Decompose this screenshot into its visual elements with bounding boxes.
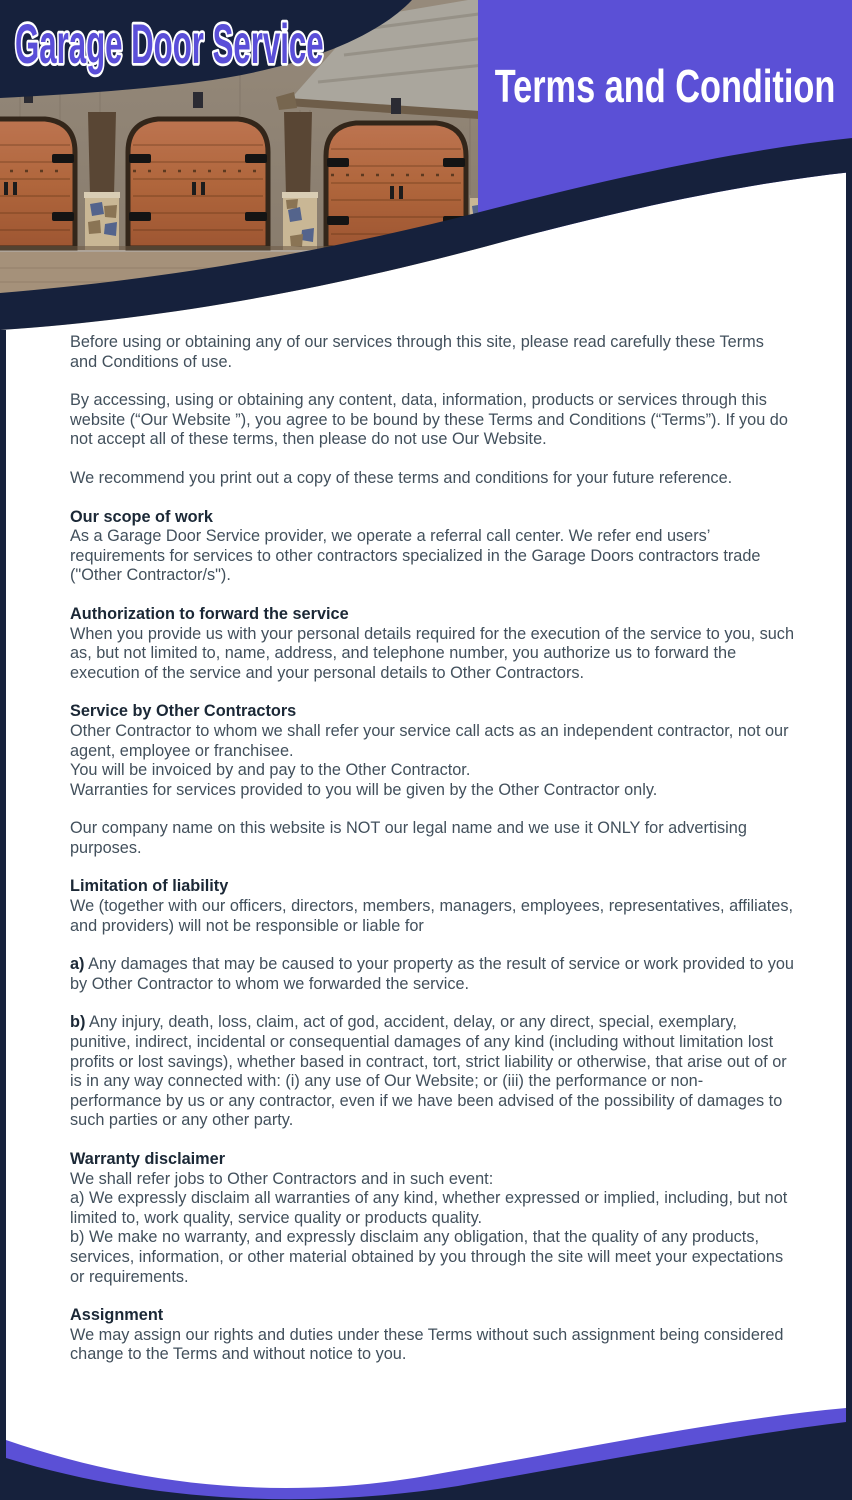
- terms-content: [6, 330, 846, 1400]
- scope-paragraph: As a Garage Door Service provider, we operate a referral call center. We refer end users’ requirements for services to other contractors specialized in the Garage Doors contractors trade ("Other Contractor/s").: [70, 527, 761, 585]
- liability-item-b: [70, 1013, 794, 1131]
- section-heading-liability: Limitation of liability: [70, 877, 229, 896]
- liability-item-a-text: Any damages that may be caused to your property as the result of service or work provided to you by Other Contractor to whom we forwarded the service.: [70, 955, 794, 993]
- warranty-line-3: b) We make no warranty, and expressly disclaim any obligation, that the quality of any products, services, information, or other material obtained by you through the site will meet your expectations or requirements.: [70, 1228, 784, 1286]
- assignment-paragraph: We may assign our rights and duties under these Terms without such assignment being considered change to the Terms and without notice to you.: [70, 1325, 784, 1364]
- company-name-note: Our company name on this website is NOT our legal name and we use it ONLY for advertising purposes.: [70, 819, 747, 857]
- right-border-strip: [846, 170, 852, 330]
- service-line-2: You will be invoiced by and pay to the Other Contractor.: [70, 761, 471, 780]
- page-footer: [6, 1400, 846, 1500]
- liability-item-b-text: Any injury, death, loss, claim, act of god, accident, delay, or any direct, special, exemplary, punitive, indirect, incidental or consequential damages of any kind (including without limitation lost profits or lost savings), whether based in contract, tort, strict liability or otherwise, that arise out of or is in any way connected with: (i) any use of Our Website; or (iii) the performance or non-performance by us or any contractor, even if we have been advised of the possibility of damages to such parties or any other party.: [70, 1013, 787, 1130]
- intro-paragraph-1: Before using or obtaining any of our services through this site, please read carefully these Terms and Conditions of use.: [70, 333, 764, 371]
- warranty-line-1: We shall refer jobs to Other Contractors and in such event:: [70, 1169, 494, 1188]
- section-heading-warranty: Warranty disclaimer: [70, 1150, 226, 1168]
- liability-intro: We (together with our officers, directors, members, managers, employees, representatives, affiliates, and providers) will not be responsible or liable for: [70, 897, 794, 935]
- section-heading-scope: Our scope of work: [70, 507, 213, 526]
- section-heading-service: Service by Other Contractors: [70, 702, 297, 721]
- authorization-paragraph: When you provide us with your personal details required for the execution of the service to you, such as, but not limited to, name, address, and telephone number, you authorize us to forward the execution of the service and your personal details to Other Contractors.: [70, 624, 795, 682]
- service-line-1: Other Contractor to whom we shall refer your service call acts as an independent contractor, not our agent, employee or franchisee.: [70, 721, 789, 760]
- liability-item-a: [70, 955, 794, 994]
- footer-wave-graphic: [6, 1400, 846, 1500]
- banner-graphic: [0, 0, 852, 330]
- liability-item-b-label: b): [70, 1013, 86, 1032]
- page-title: Terms and Condition: [494, 59, 836, 113]
- liability-item-a-label: a): [70, 955, 85, 974]
- content-frame: [0, 330, 852, 1500]
- service-line-3: Warranties for services provided to you will be given by the Other Contractor only.: [70, 780, 658, 799]
- page-header-banner: [0, 0, 852, 330]
- warranty-line-2: a) We expressly disclaim all warranties of any kind, whether expressed or implied, including, but not limited to, work quality, service quality or products quality.: [70, 1189, 788, 1227]
- logo[interactable]: Garage Door Service: [15, 12, 324, 76]
- intro-paragraph-2: By accessing, using or obtaining any content, data, information, products or services through this website (“Our Website ”), you agree to be bound by these Terms and Conditions (“Terms”). If you do not accept all of these terms, then please do not use Our Website.: [70, 391, 788, 449]
- section-heading-authorization: Authorization to forward the service: [70, 604, 349, 623]
- intro-paragraph-3: We recommend you print out a copy of these terms and conditions for your future reference.: [70, 468, 733, 487]
- section-heading-assignment: Assignment: [70, 1306, 164, 1325]
